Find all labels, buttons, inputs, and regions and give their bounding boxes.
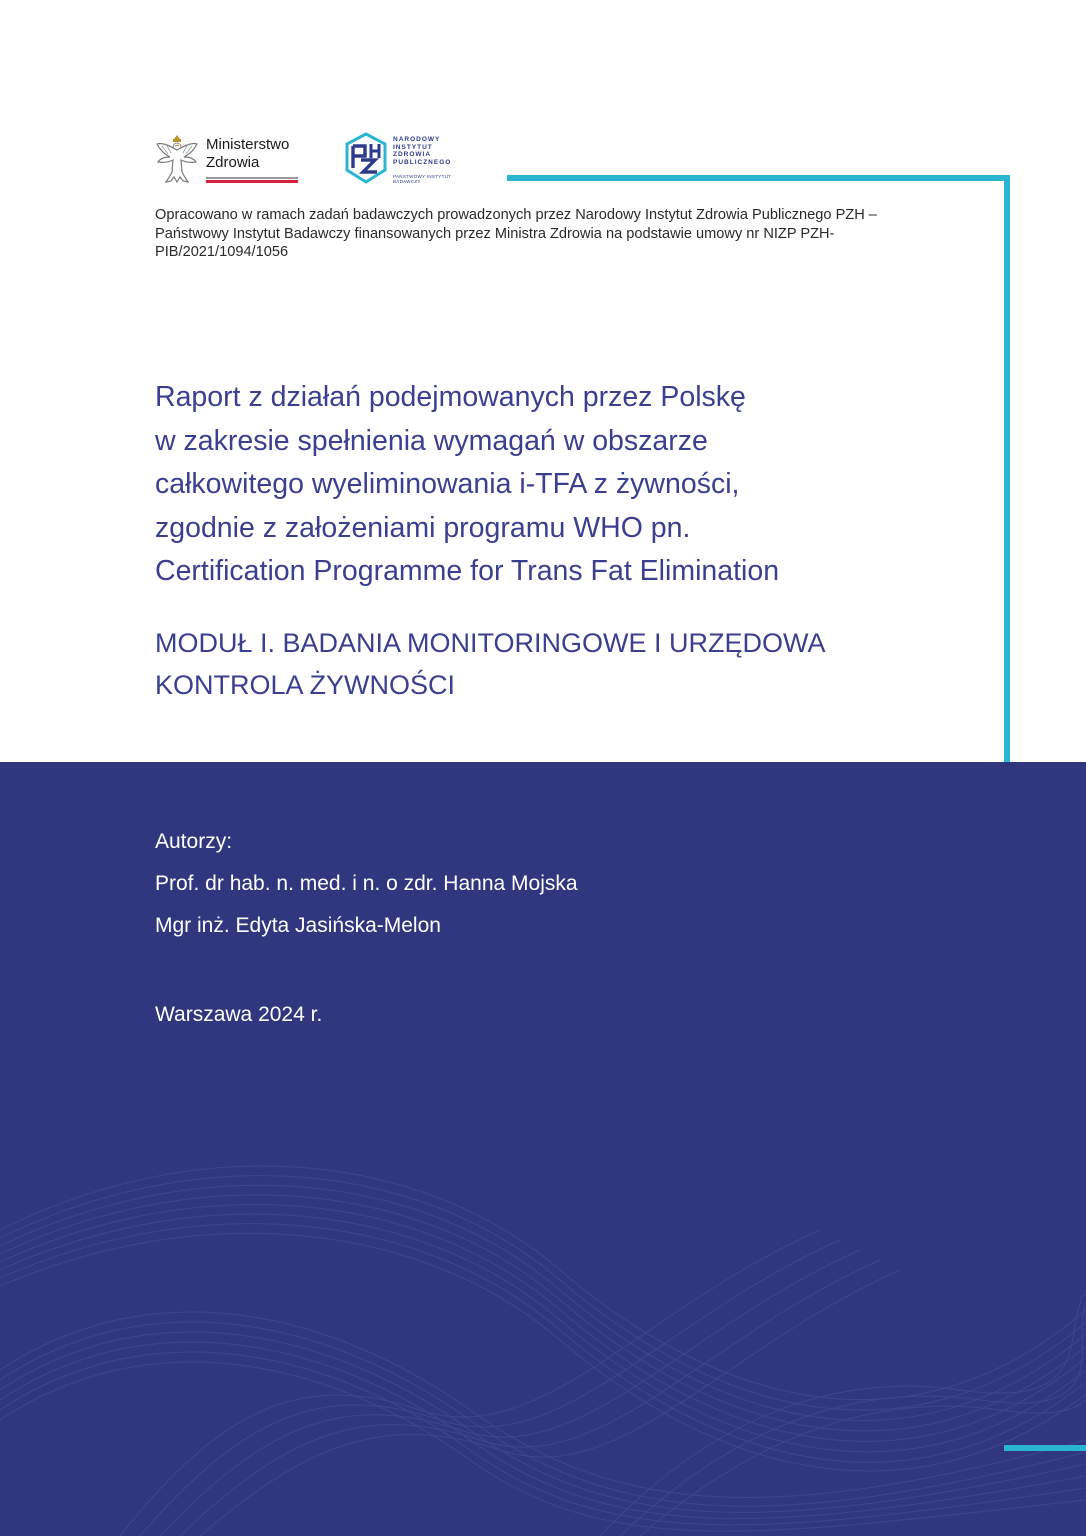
authors-label: Autorzy: <box>155 830 233 853</box>
ministry-of-health-logo <box>154 132 304 188</box>
ministry-name-line2: Zdrowia <box>206 154 260 171</box>
author-name: Prof. dr hab. n. med. i n. o zdr. Hanna Mojska <box>155 872 578 895</box>
pzh-name-line2: INSTYTUT <box>393 143 433 151</box>
report-title-line: Raport z działań podejmowanych przez Polskę <box>155 381 746 413</box>
report-title-line: Certification Programme for Trans Fat Elimination <box>155 555 780 587</box>
report-title <box>155 376 955 594</box>
report-title-line: zgodnie z założeniami programu WHO pn. <box>155 511 691 544</box>
ministry-name-line1: Ministerstwo <box>206 136 290 153</box>
nizp-pzh-logo <box>345 132 475 188</box>
module-heading <box>155 622 955 706</box>
report-title-line: całkowitego wyeliminowania i-TFA z żywności, <box>155 468 740 500</box>
pzh-name-line4: PUBLICZNEGO <box>393 158 452 166</box>
decorative-wave-pattern <box>0 1110 1086 1536</box>
frame-line-bottom <box>1004 1445 1086 1451</box>
module-heading-line: KONTROLA ŻYWNOŚCI <box>155 670 456 700</box>
author-name: Mgr inż. Edyta Jasińska-Melon <box>155 914 441 937</box>
polish-eagle-emblem-icon <box>154 132 200 186</box>
ministry-divider-red <box>206 180 298 183</box>
pzh-status-line2: BADAWCZY <box>393 179 421 184</box>
ministry-name <box>206 136 289 172</box>
report-title-line: w zakresie spełnienia wymagań w obszarze <box>155 424 708 457</box>
ministry-divider-grey <box>206 177 298 179</box>
frame-line-top <box>507 175 1010 181</box>
pzh-institute-name <box>393 136 451 166</box>
place-and-year: Warszawa 2024 r. <box>155 1003 323 1026</box>
pzh-monogram-icon <box>345 132 387 184</box>
pzh-status <box>393 174 451 184</box>
funding-note: Opracowano w ramach zadań badawczych prowadzonych przez Narodowy Instytut Zdrowia Publicznego PZH – Państwowy Instytut Badawczy finansowanych przez Ministra Zdrowia na podstawie umowy nr NIZP PZH-PIB/2021/1094/1056 <box>155 207 877 260</box>
module-heading-line: MODUŁ I. BADANIA MONITORINGOWE I URZĘDOWA <box>155 628 826 658</box>
pzh-name-line3: ZDROWIA <box>393 151 432 159</box>
pzh-status-line1: PAŃSTWOWY INSTYTUT <box>393 174 452 179</box>
pzh-name-line1: NARODOWY <box>393 136 441 143</box>
